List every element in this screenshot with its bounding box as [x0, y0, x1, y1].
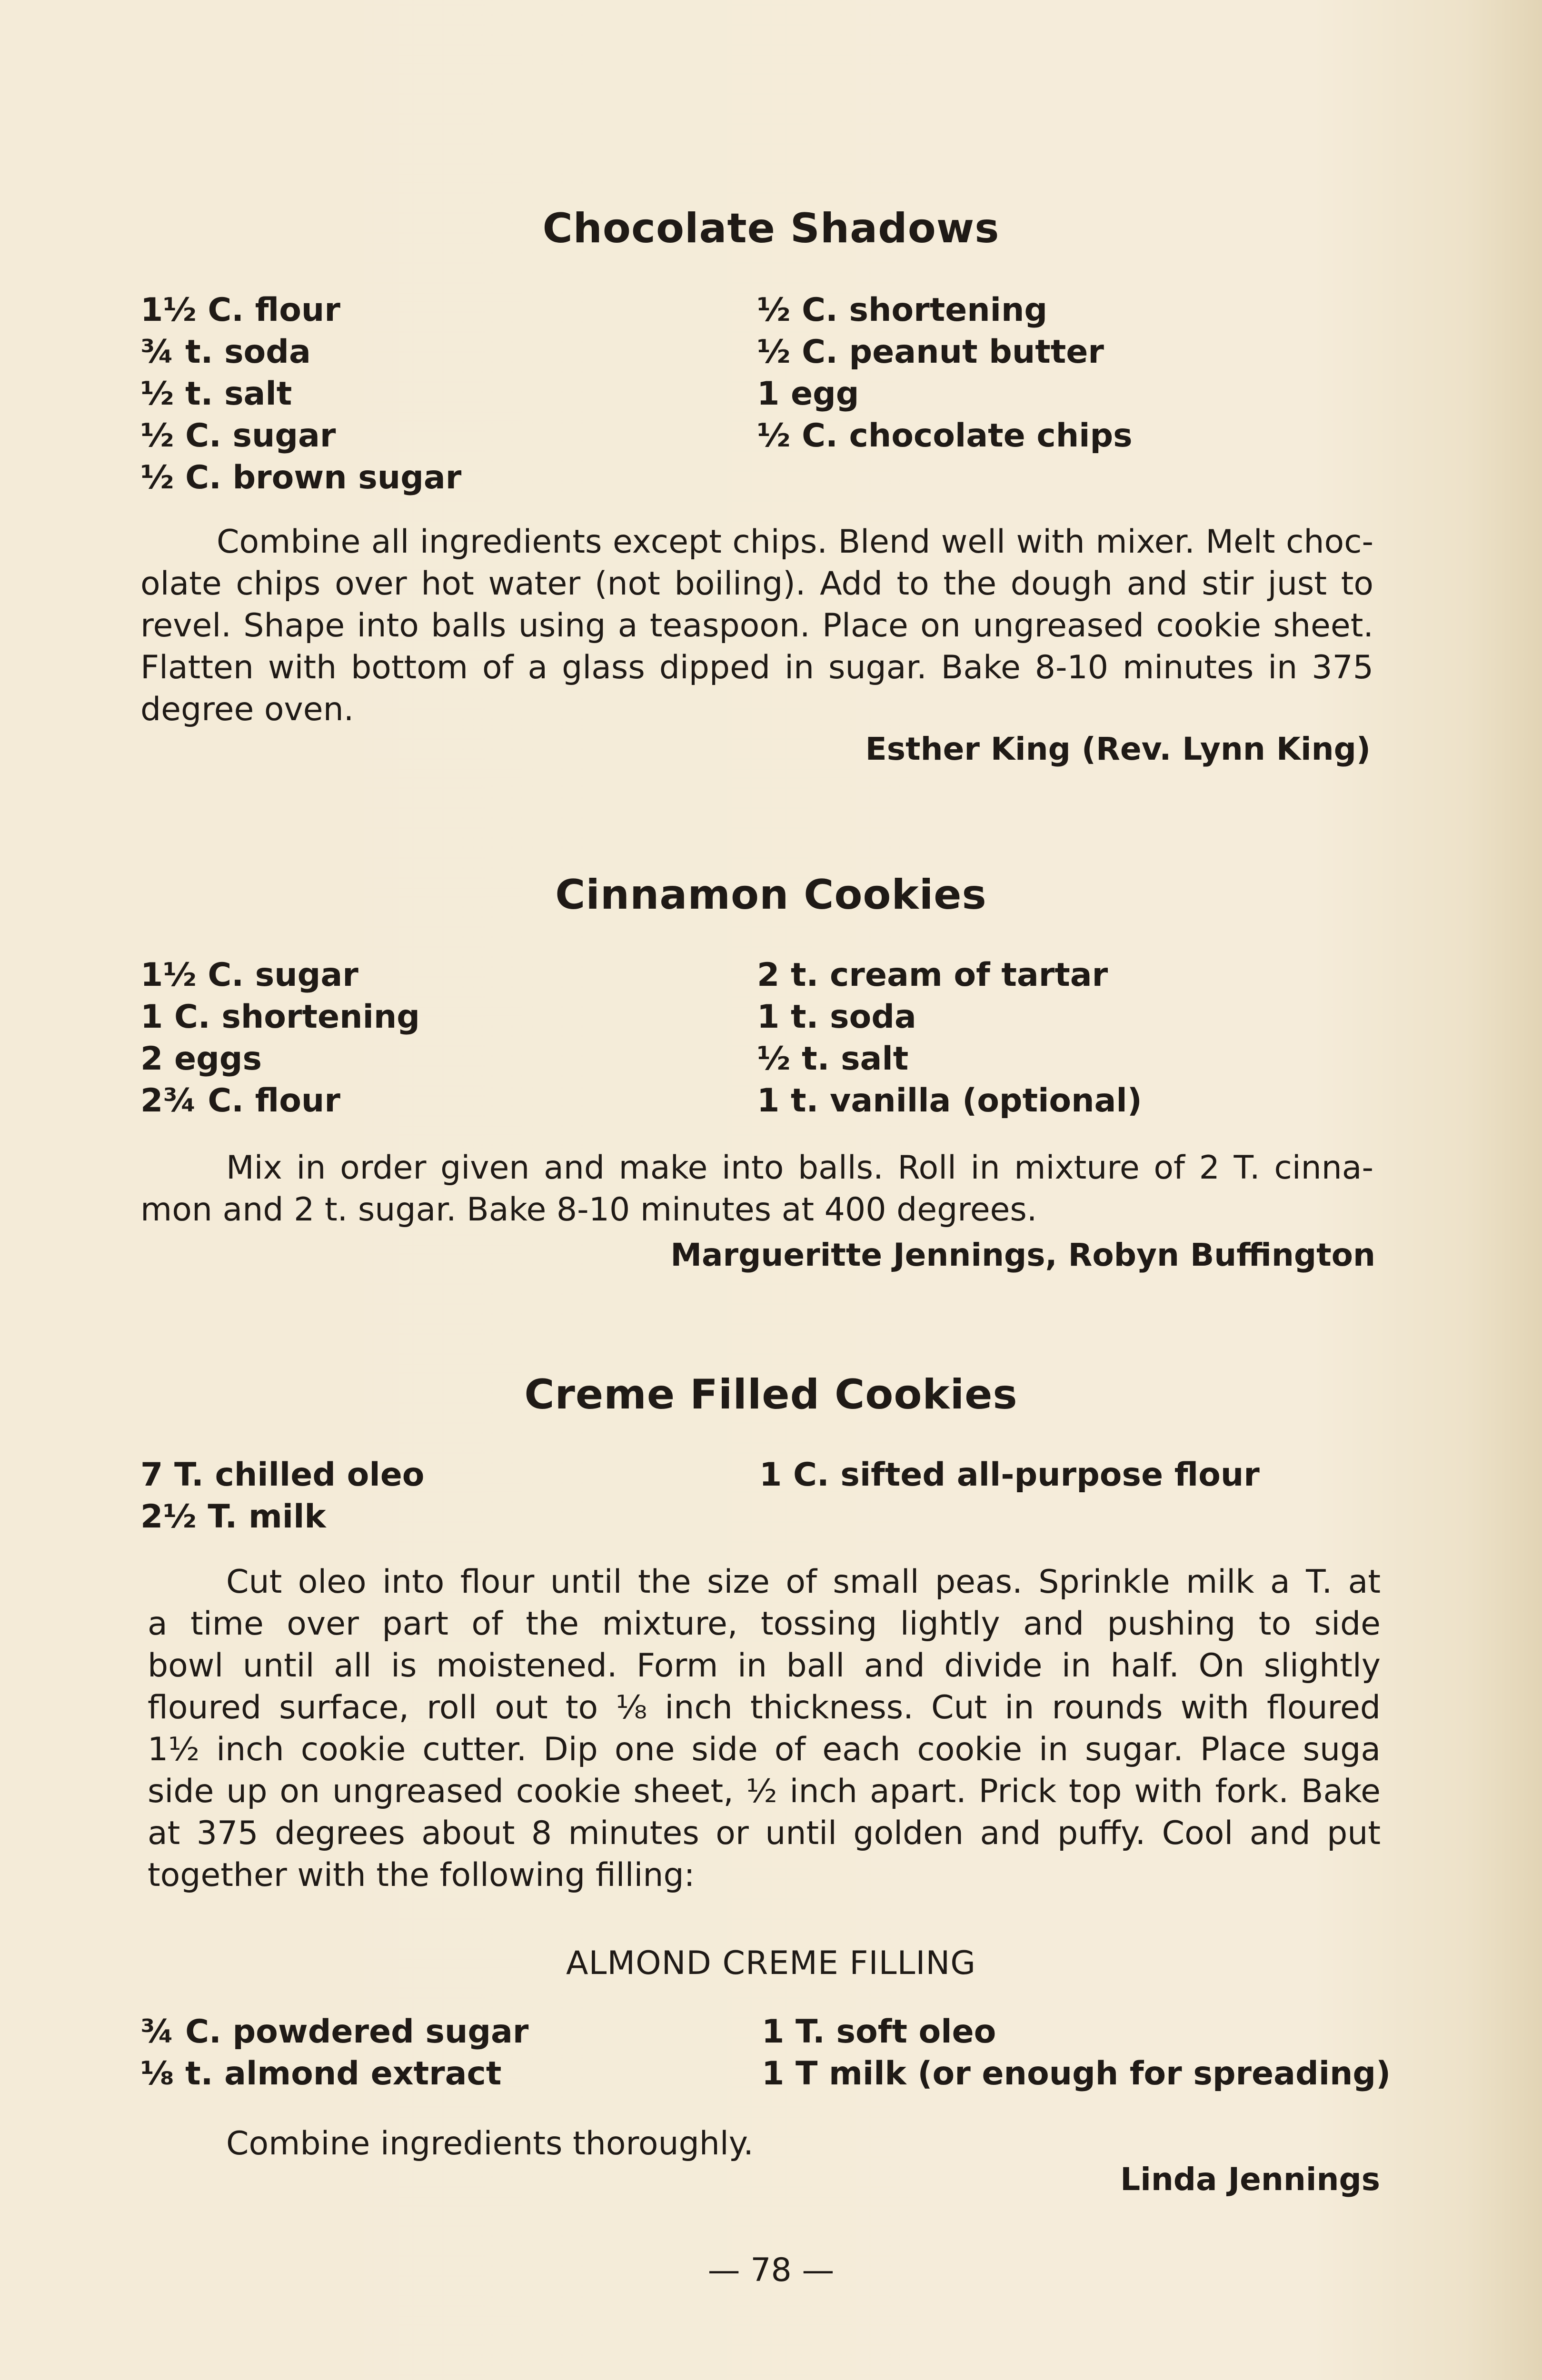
sub-recipe-heading: ALMOND CREME FILLING: [566, 1944, 976, 1982]
directions-line: bowl until all is moistened. Form in ball and divide in half. On slightly: [148, 1647, 1381, 1685]
recipe-directions: [148, 1561, 1381, 1896]
ingredient-item: 2½ T. milk: [140, 1498, 326, 1536]
directions-line: Combine all ingredients except chips. Blend well with mixer. Melt choc-: [217, 523, 1373, 561]
ingredient-item: ½ C. peanut butter: [757, 333, 1104, 371]
directions-line: a time over part of the mixture, tossing lightly and pushing to side: [148, 1605, 1381, 1643]
ingredients-right: [757, 289, 1133, 457]
directions-line: revel. Shape into balls using a teaspoon. Place on ungreased cookie sheet.: [140, 607, 1373, 645]
ingredient-item: 1 C. shortening: [140, 998, 420, 1036]
directions-line: floured surface, roll out to ⅛ inch thickness. Cut in rounds with floured: [148, 1689, 1381, 1726]
recipe-credit: Esther King (Rev. Lynn King): [865, 731, 1371, 767]
ingredients-right: [757, 954, 1142, 1122]
ingredient-item: ½ t. salt: [757, 1040, 909, 1078]
directions-line: mon and 2 t. sugar. Bake 8-10 minutes at 400 degrees.: [140, 1191, 1037, 1229]
ingredient-item: 1 t. vanilla (optional): [757, 1082, 1142, 1120]
ingredients-left: [140, 2011, 528, 2095]
ingredient-item: ½ C. brown sugar: [140, 459, 462, 496]
recipe-directions: [140, 521, 1373, 731]
ingredients-right: [762, 2011, 1391, 2095]
recipe-credit: Margueritte Jennings, Robyn Buffington: [670, 1237, 1375, 1273]
directions-line: Combine ingredients thoroughly.: [226, 2125, 754, 2162]
directions-line: at 375 degrees about 8 minutes or until golden and puffy. Cool and put: [148, 1815, 1381, 1852]
ingredient-item: ½ C. chocolate chips: [757, 417, 1133, 455]
ingredients-left: [140, 1454, 425, 1538]
sub-recipe-directions: [226, 2123, 1083, 2165]
ingredient-item: 2 t. cream of tartar: [757, 956, 1108, 994]
directions-line: olate chips over hot water (not boiling). Add to the dough and stir just to: [140, 565, 1373, 603]
directions-line: Mix in order given and make into balls. Roll in mixture of 2 T. cinna-: [226, 1149, 1373, 1187]
ingredient-item: 1 T milk (or enough for spreading): [762, 2055, 1391, 2092]
ingredient-item: 1 C. sifted all-purpose flour: [759, 1456, 1260, 1494]
ingredients-left: [140, 954, 420, 1122]
ingredient-item: 2 eggs: [140, 1040, 262, 1078]
ingredient-item: 1½ C. flour: [140, 291, 340, 329]
recipe-title: Cinnamon Cookies: [555, 871, 987, 919]
directions-line: Cut oleo into flour until the size of small peas. Sprinkle milk a T. at: [226, 1563, 1381, 1601]
ingredient-item: ½ C. sugar: [140, 417, 336, 455]
directions-line: Flatten with bottom of a glass dipped in sugar. Bake 8-10 minutes in 375: [140, 649, 1373, 686]
directions-line: side up on ungreased cookie sheet, ½ inch apart. Prick top with fork. Bake: [148, 1773, 1381, 1810]
ingredient-item: ⅛ t. almond extract: [140, 2055, 502, 2092]
recipe-directions: [140, 1147, 1373, 1231]
ingredient-item: 2¾ C. flour: [140, 1082, 340, 1120]
recipe-credit: Linda Jennings: [1120, 2161, 1380, 2198]
ingredient-item: 1 T. soft oleo: [762, 2013, 996, 2051]
directions-line: degree oven.: [140, 691, 354, 728]
directions-line: together with the following filling:: [148, 1856, 695, 1894]
ingredient-item: 1½ C. sugar: [140, 956, 358, 994]
directions-line: 1½ inch cookie cutter. Dip one side of each cookie in sugar. Place suga: [148, 1731, 1381, 1768]
ingredient-item: ¾ t. soda: [140, 333, 311, 371]
recipe-title: Chocolate Shadows: [542, 205, 1000, 252]
recipe-title: Creme Filled Cookies: [524, 1371, 1018, 1418]
ingredient-item: ¾ C. powdered sugar: [140, 2013, 529, 2051]
ingredient-item: 7 T. chilled oleo: [140, 1456, 425, 1494]
page-number: — 78 —: [707, 2251, 835, 2289]
ingredients-left: [140, 289, 461, 499]
ingredient-item: ½ C. shortening: [757, 291, 1048, 329]
ingredients-right: [759, 1454, 1260, 1496]
ingredient-item: 1 egg: [757, 375, 859, 413]
ingredient-item: 1 t. soda: [757, 998, 916, 1036]
ingredient-item: ½ t. salt: [140, 375, 292, 413]
